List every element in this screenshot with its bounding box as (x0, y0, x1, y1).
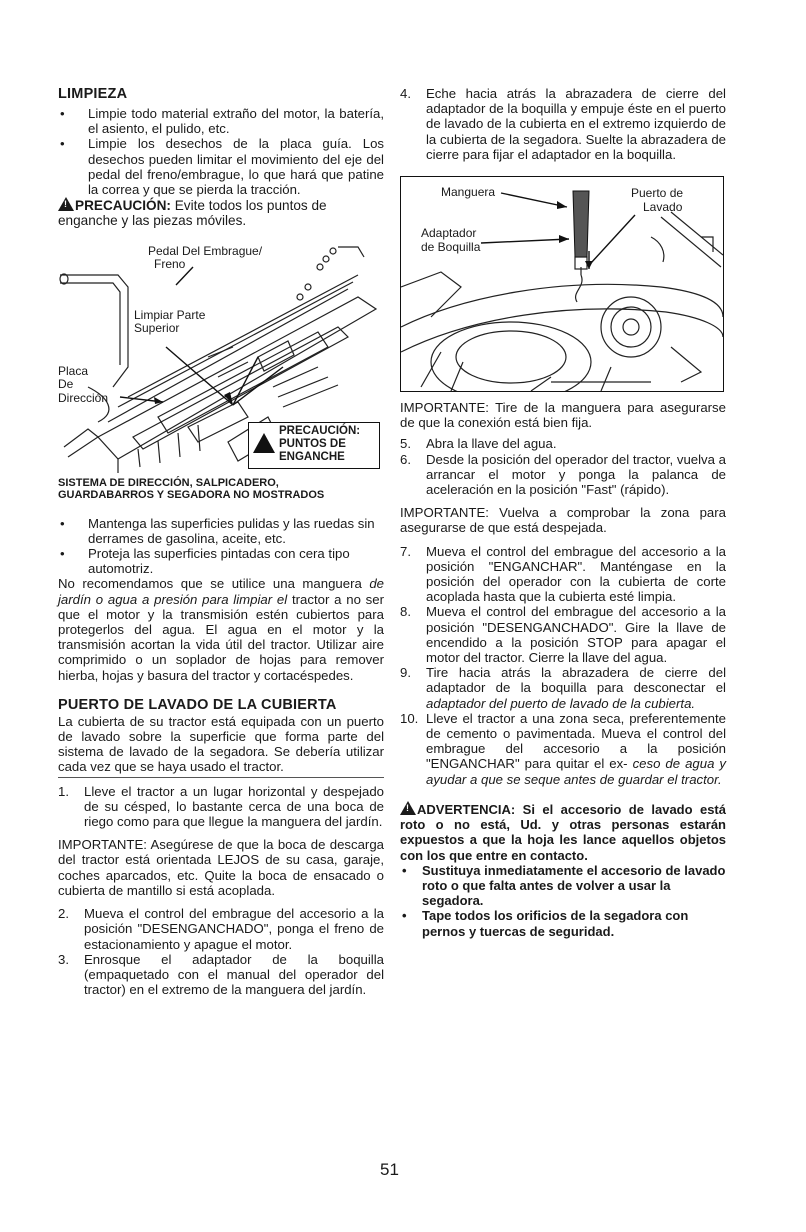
divider (58, 777, 384, 778)
caption-line1: SISTEMA DE DIRECCIÓN, SALPICADERO, (58, 476, 279, 489)
caution-paragraph (58, 197, 384, 228)
step-text: Mueva el control del embrague del accesorio a la posición "DESENGANCHADO", ponga el freno de estacionamiento y apague el motor. (84, 906, 384, 952)
step-text: Desde la posición del operador del tractor, vuelva a arrancar el motor y ponga la palanca de aceleración en la posición "Fast" (rápido). (426, 451, 726, 498)
page-number: 51 (380, 1160, 399, 1179)
caution-text: Evite todos los puntos de enganche y las piezas móviles. (58, 198, 327, 229)
label-placa-line3: Dirección (58, 390, 109, 405)
caution-box-line3: ENGANCHE (279, 450, 345, 463)
left-column (58, 86, 384, 997)
step-1 (58, 784, 384, 830)
caution-box-line1: PRECAUCIÓN: (279, 424, 361, 437)
step-text-italic: adaptador del puerto de lavado de la cubierta. (426, 695, 696, 711)
step-7 (400, 544, 726, 605)
list-item: • Sustituya inmediatamente el accesorio de lavado roto o que falta antes de volver a usar la segadora. (400, 863, 726, 909)
label-puerto (631, 187, 683, 214)
label-placa (58, 365, 108, 406)
list-item: • Limpie los desechos de la placa guía. Los desechos pueden limitar el movimiento del eje del pedal del freno/embrague, lo que hará que patine la correa y que se pierda la tracción. (58, 136, 384, 197)
label-manguera: Manguera (441, 185, 496, 200)
important-text: : Asegúrese de que la boca de descarga del tractor está orientada LEJOS de su casa, garaje, coches aparcados, etc. Quite la boca de ensacado o cubierta de mantillo si está acoplada. (58, 837, 384, 898)
warning-triangle-icon (253, 433, 275, 453)
warning-triangle-icon (400, 801, 416, 815)
label-placa-line2: De (58, 377, 74, 392)
step-text: Enrosque el adaptador de la boquilla (empaquetado con el manual del operador del tractor) en el extremo de la manguera del jardín. (84, 951, 384, 998)
step-text: Eche hacia atrás la abrazadera de cierre del adaptador de la boquilla y empuje éste en el puerto de lavado de la cubierta en el extremo izquierdo de la cubierta de la segadora. Suelte la abrazadera de cierre para fijar el adaptador en la boquilla. (426, 86, 726, 162)
figure-steering-plate (58, 237, 384, 477)
important-paragraph (58, 837, 384, 898)
list-item: • Tape todos los orificios de la segadora con pernos y tuercas de seguridad. (400, 908, 726, 938)
label-pedal (148, 245, 262, 272)
limpieza-bullets (58, 106, 384, 197)
list-item: • Limpie todo material extraño del motor, la batería, el asiento, el pulido, etc. (58, 106, 384, 136)
step-8 (400, 604, 726, 665)
puerto-heading: PUERTO DE LAVADO DE LA CUBIERTA (58, 696, 337, 713)
hose-para-part2: de jardín o agua a presión para limpiar el (58, 576, 384, 607)
step-number: 4. (400, 86, 411, 101)
warning-triangle-icon (58, 197, 74, 211)
step-6 (400, 452, 726, 498)
hose-para-part3: tractor a no ser que el motor y la transmisión estén cubiertos para protegerlos del agua. El agua en el motor y la transmisión acortan la vida útil del tractor. Utilizar aire comprimido o un soplador de hojas para remover hierba, hojas y basura del tractor y cortacéspedes. (58, 591, 384, 683)
label-pedal-line2: Freno (154, 257, 186, 272)
label-puerto-line2: Lavado (643, 199, 683, 214)
step-text: Lleve el tractor a una zona seca, preferentemente de cemento o pavimentada. Mueva el control del embrague del accesorio a la posición "ENGANCHAR" para quitar el ex- (426, 710, 726, 772)
step-2 (58, 906, 384, 952)
caution-box-text (279, 425, 360, 464)
label-placa-line1: Placa (58, 363, 89, 378)
right-column (400, 86, 726, 939)
important-text: : Tire de la manguera para asegurarse de que la conexión está bien fija. (400, 400, 726, 431)
caution-box-line2: PUNTOS DE (279, 437, 346, 450)
label-puerto-line1: Puerto de (631, 186, 684, 201)
caution-label: PRECAUCIÓN: (75, 198, 171, 214)
caution-box (248, 422, 380, 469)
hose-paragraph (58, 576, 384, 682)
step-number: 8. (400, 604, 411, 620)
hose-para-part1: No recomendamos que se utilice una manguera (58, 576, 362, 592)
step-number: 5. (400, 436, 411, 452)
label-limpiar-line1: Limpiar Parte (134, 307, 206, 322)
surface-bullets (58, 516, 384, 577)
label-limpiar-line2: Superior (134, 321, 180, 336)
important-label: IMPORTANTE (58, 837, 144, 853)
warning-bullets (400, 863, 726, 939)
label-pedal-line1: Pedal Del Embrague/ (148, 243, 263, 258)
list-item: • Proteja las superficies pintadas con cera tipo automotriz. (58, 546, 384, 576)
important-2 (400, 505, 726, 535)
step-text: Mueva el control del embrague del accesorio a la posición "ENGANCHAR". Manténgase en la posición del operador con la cubierta de corte acoplada hasta que la cubierta esté limpia. (426, 543, 726, 605)
puerto-intro: La cubierta de su tractor está equipada con un puerto de lavado sobre la superficie que forma parte del sistema de lavado de la segadora. Se debería utilizar cada vez que se haya usado el tractor. (58, 713, 384, 775)
important-label: IMPORTANTE (400, 400, 486, 416)
step-text-italic: ceso de agua y ayudar a que se seque antes de guardar el tractor. (426, 756, 726, 787)
step-9 (400, 665, 726, 711)
step-5 (400, 436, 726, 451)
warning-paragraph (400, 801, 726, 863)
figure1-caption (58, 477, 384, 502)
step-number: 10. (400, 710, 419, 726)
step-number: 2. (58, 906, 69, 922)
label-adaptador (421, 227, 480, 254)
limpieza-heading: LIMPIEZA (58, 86, 128, 102)
step-number: 7. (400, 543, 411, 559)
step-text: Tire hacia atrás la abrazadera de cierre del adaptador de la boquilla para desconectar el (426, 665, 726, 696)
step-number: 9. (400, 665, 411, 681)
label-adaptador-line1: Adaptador (421, 226, 477, 241)
warning-text: Si el accesorio de lavado está roto o no está, Ud. y otras personas estarán expuestos a que la hoja les lance aquellos objetos con los que entre en contacto. (400, 801, 726, 863)
warning-label: ADVERTENCIA: (417, 801, 516, 817)
step-number: 6. (400, 451, 411, 467)
step-number: 1. (58, 783, 69, 799)
label-limpiar (134, 309, 205, 336)
step-text: Lleve el tractor a un lugar horizontal y despejado de su césped, lo bastante cerca de una boca de riego como para que llegue la manguera del jardín. (84, 783, 384, 830)
step-text: Mueva el control del embrague del accesorio a la posición "DESENGANCHADO". Gire la llave de encendido a la posición STOP para apagar el motor del tractor. Cierre la llave del agua. (426, 604, 726, 666)
caption-line2: GUARDABARROS Y SEGADORA NO MOSTRADOS (58, 489, 325, 502)
step-number: 3. (58, 951, 69, 967)
step-text: Abra la llave del agua. (426, 436, 557, 452)
important-1 (400, 400, 726, 430)
step-10 (400, 711, 726, 787)
important-text: : Vuelva a comprobar la zona para asegurarse de que está despejada. (400, 505, 726, 536)
important-label: IMPORTANTE (400, 505, 486, 521)
list-item: • Mantenga las superficies pulidas y las ruedas sin derrames de gasolina, aceite, etc. (58, 516, 384, 546)
step-3 (58, 952, 384, 998)
label-adaptador-line2: de Boquilla (421, 239, 481, 254)
figure-wash-port (400, 176, 724, 392)
step-4 (400, 86, 726, 162)
